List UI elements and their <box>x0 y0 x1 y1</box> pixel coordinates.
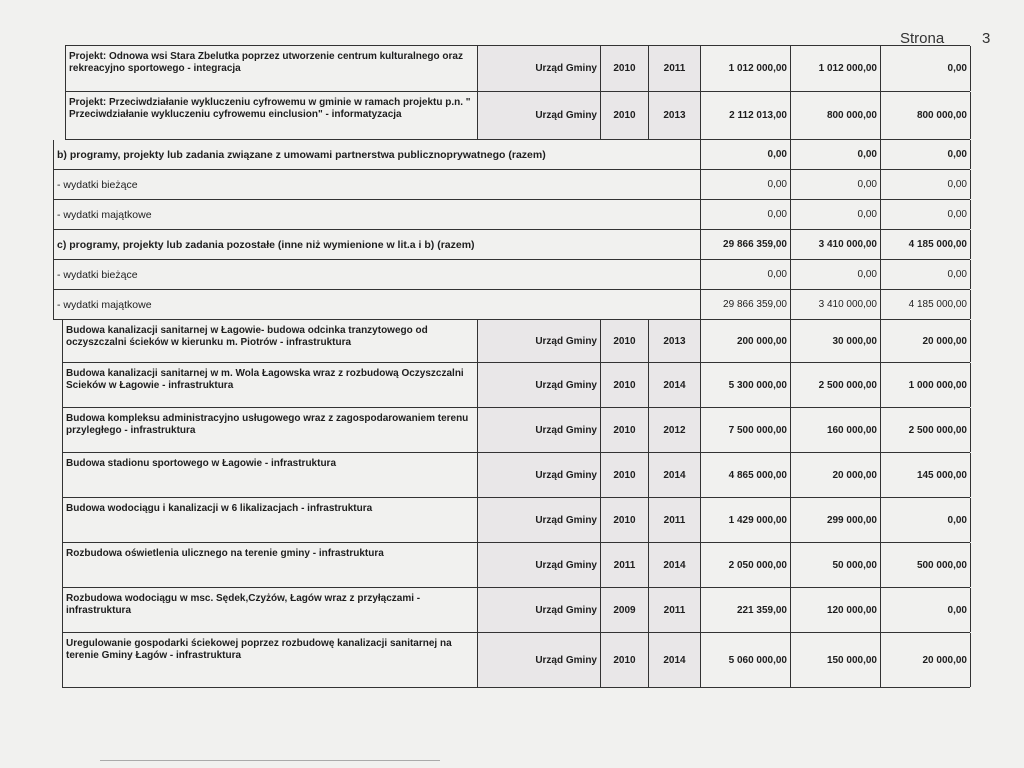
project-row <box>65 92 970 140</box>
project-end-year: 2014 <box>649 543 701 587</box>
project-total: 5 300 000,00 <box>701 363 791 407</box>
project-end-year: 2013 <box>649 320 701 362</box>
project-unit: Urząd Gminy <box>478 363 601 407</box>
project-total: 5 060 000,00 <box>701 633 791 687</box>
project-amount-year2: 20 000,00 <box>881 320 971 362</box>
project-unit: Urząd Gminy <box>478 453 601 497</box>
project-start-year: 2010 <box>601 92 649 139</box>
project-unit: Urząd Gminy <box>478 498 601 542</box>
summary-amount-year1: 0,00 <box>791 260 881 289</box>
project-amount-year1: 1 012 000,00 <box>791 46 881 91</box>
project-end-year: 2012 <box>649 408 701 452</box>
project-start-year: 2011 <box>601 543 649 587</box>
project-unit: Urząd Gminy <box>478 408 601 452</box>
project-start-year: 2010 <box>601 633 649 687</box>
summary-amount-year2: 0,00 <box>881 260 971 289</box>
project-start-year: 2010 <box>601 320 649 362</box>
summary-amount-year2: 0,00 <box>881 200 971 229</box>
project-unit: Urząd Gminy <box>478 588 601 632</box>
project-end-year: 2013 <box>649 92 701 139</box>
project-unit: Urząd Gminy <box>478 92 601 139</box>
project-unit: Urząd Gminy <box>478 633 601 687</box>
project-amount-year2: 2 500 000,00 <box>881 408 971 452</box>
project-name: Budowa kanalizacji sanitarnej w m. Wola Łagowska wraz z rozbudową Oczyszczalni Scieków w Łagowie - infrastruktura <box>63 363 478 407</box>
project-unit: Urząd Gminy <box>478 46 601 91</box>
summary-label: c) programy, projekty lub zadania pozostałe (inne niż wymienione w lit.a i b) (razem) <box>54 230 701 259</box>
project-amount-year2: 0,00 <box>881 498 971 542</box>
project-name: Rozbudowa oświetlenia ulicznego na terenie gminy - infrastruktura <box>63 543 478 587</box>
project-amount-year1: 800 000,00 <box>791 92 881 139</box>
project-total: 7 500 000,00 <box>701 408 791 452</box>
project-amount-year1: 299 000,00 <box>791 498 881 542</box>
summary-total: 0,00 <box>701 200 791 229</box>
summary-amount-year1: 0,00 <box>791 140 881 169</box>
project-end-year: 2011 <box>649 46 701 91</box>
project-amount-year2: 0,00 <box>881 588 971 632</box>
summary-amount-year1: 3 410 000,00 <box>791 290 881 319</box>
project-name: Projekt: Przeciwdziałanie wykluczeniu cyfrowemu w gminie w ramach projektu p.n. " Przeciwdziałanie wykluczeniu cyfrowemu einclusion" - informatyzacja <box>66 92 478 139</box>
summary-label: - wydatki bieżące <box>54 260 701 289</box>
summary-total: 0,00 <box>701 170 791 199</box>
summary-amount-year2: 4 185 000,00 <box>881 230 971 259</box>
project-total: 1 429 000,00 <box>701 498 791 542</box>
summary-label: - wydatki majątkowe <box>54 290 701 319</box>
project-row <box>62 633 970 688</box>
project-amount-year1: 120 000,00 <box>791 588 881 632</box>
project-total: 1 012 000,00 <box>701 46 791 91</box>
project-end-year: 2014 <box>649 633 701 687</box>
project-end-year: 2011 <box>649 588 701 632</box>
project-name: Budowa stadionu sportowego w Łagowie - infrastruktura <box>63 453 478 497</box>
project-row <box>62 588 970 633</box>
project-name: Uregulowanie gospodarki ściekowej poprzez rozbudowę kanalizacji sanitarnej na terenie Gminy Łagów - infrastruktura <box>63 633 478 687</box>
project-start-year: 2010 <box>601 498 649 542</box>
project-amount-year2: 0,00 <box>881 46 971 91</box>
project-amount-year2: 1 000 000,00 <box>881 363 971 407</box>
project-row <box>62 453 970 498</box>
project-amount-year1: 2 500 000,00 <box>791 363 881 407</box>
project-end-year: 2011 <box>649 498 701 542</box>
project-name: Budowa wodociągu i kanalizacji w 6 likalizacjach - infrastruktura <box>63 498 478 542</box>
summary-amount-year2: 4 185 000,00 <box>881 290 971 319</box>
project-row <box>62 543 970 588</box>
project-name: Budowa kompleksu administracyjno usługowego wraz z zagospodarowaniem terenu przyległego - infrastruktura <box>63 408 478 452</box>
summary-label: - wydatki majątkowe <box>54 200 701 229</box>
summary-row <box>53 170 970 200</box>
summary-row <box>53 290 970 320</box>
summary-label: - wydatki bieżące <box>54 170 701 199</box>
project-total: 2 112 013,00 <box>701 92 791 139</box>
summary-total: 0,00 <box>701 260 791 289</box>
project-amount-year1: 30 000,00 <box>791 320 881 362</box>
divider <box>100 760 440 761</box>
project-row <box>62 498 970 543</box>
summary-label: b) programy, projekty lub zadania związane z umowami partnerstwa publicznoprywatnego (razem) <box>54 140 701 169</box>
summary-amount-year2: 0,00 <box>881 170 971 199</box>
project-amount-year2: 20 000,00 <box>881 633 971 687</box>
summary-amount-year1: 0,00 <box>791 170 881 199</box>
project-amount-year2: 500 000,00 <box>881 543 971 587</box>
project-end-year: 2014 <box>649 453 701 497</box>
summary-row <box>53 140 970 170</box>
summary-amount-year2: 0,00 <box>881 140 971 169</box>
project-start-year: 2010 <box>601 363 649 407</box>
project-amount-year2: 800 000,00 <box>881 92 971 139</box>
project-amount-year1: 160 000,00 <box>791 408 881 452</box>
project-total: 221 359,00 <box>701 588 791 632</box>
summary-total: 29 866 359,00 <box>701 230 791 259</box>
summary-amount-year1: 3 410 000,00 <box>791 230 881 259</box>
summary-amount-year1: 0,00 <box>791 200 881 229</box>
project-name: Rozbudowa wodociągu w msc. Sędek,Czyżów, Łagów wraz z przyłączami - infrastruktura <box>63 588 478 632</box>
project-row <box>65 45 970 92</box>
project-start-year: 2010 <box>601 46 649 91</box>
project-row <box>62 363 970 408</box>
project-name: Budowa kanalizacji sanitarnej w Łagowie- budowa odcinka tranzytowego od oczyszczalni ścieków w kierunku m. Piotrów - infrastruktura <box>63 320 478 362</box>
project-unit: Urząd Gminy <box>478 543 601 587</box>
project-total: 200 000,00 <box>701 320 791 362</box>
page-number: 3 <box>982 30 991 47</box>
project-start-year: 2010 <box>601 408 649 452</box>
project-amount-year2: 145 000,00 <box>881 453 971 497</box>
project-unit: Urząd Gminy <box>478 320 601 362</box>
summary-row <box>53 230 970 260</box>
project-total: 2 050 000,00 <box>701 543 791 587</box>
summary-total: 0,00 <box>701 140 791 169</box>
project-start-year: 2010 <box>601 453 649 497</box>
summary-total: 29 866 359,00 <box>701 290 791 319</box>
project-name: Projekt: Odnowa wsi Stara Zbelutka poprzez utworzenie centrum kulturalnego oraz rekreacyjno sportowego - integracja <box>66 46 478 91</box>
project-amount-year1: 150 000,00 <box>791 633 881 687</box>
summary-row <box>53 260 970 290</box>
project-row <box>62 408 970 453</box>
project-start-year: 2009 <box>601 588 649 632</box>
page-label: Strona <box>900 30 945 47</box>
project-row <box>62 320 970 363</box>
project-end-year: 2014 <box>649 363 701 407</box>
project-amount-year1: 20 000,00 <box>791 453 881 497</box>
summary-row <box>53 200 970 230</box>
project-amount-year1: 50 000,00 <box>791 543 881 587</box>
project-total: 4 865 000,00 <box>701 453 791 497</box>
